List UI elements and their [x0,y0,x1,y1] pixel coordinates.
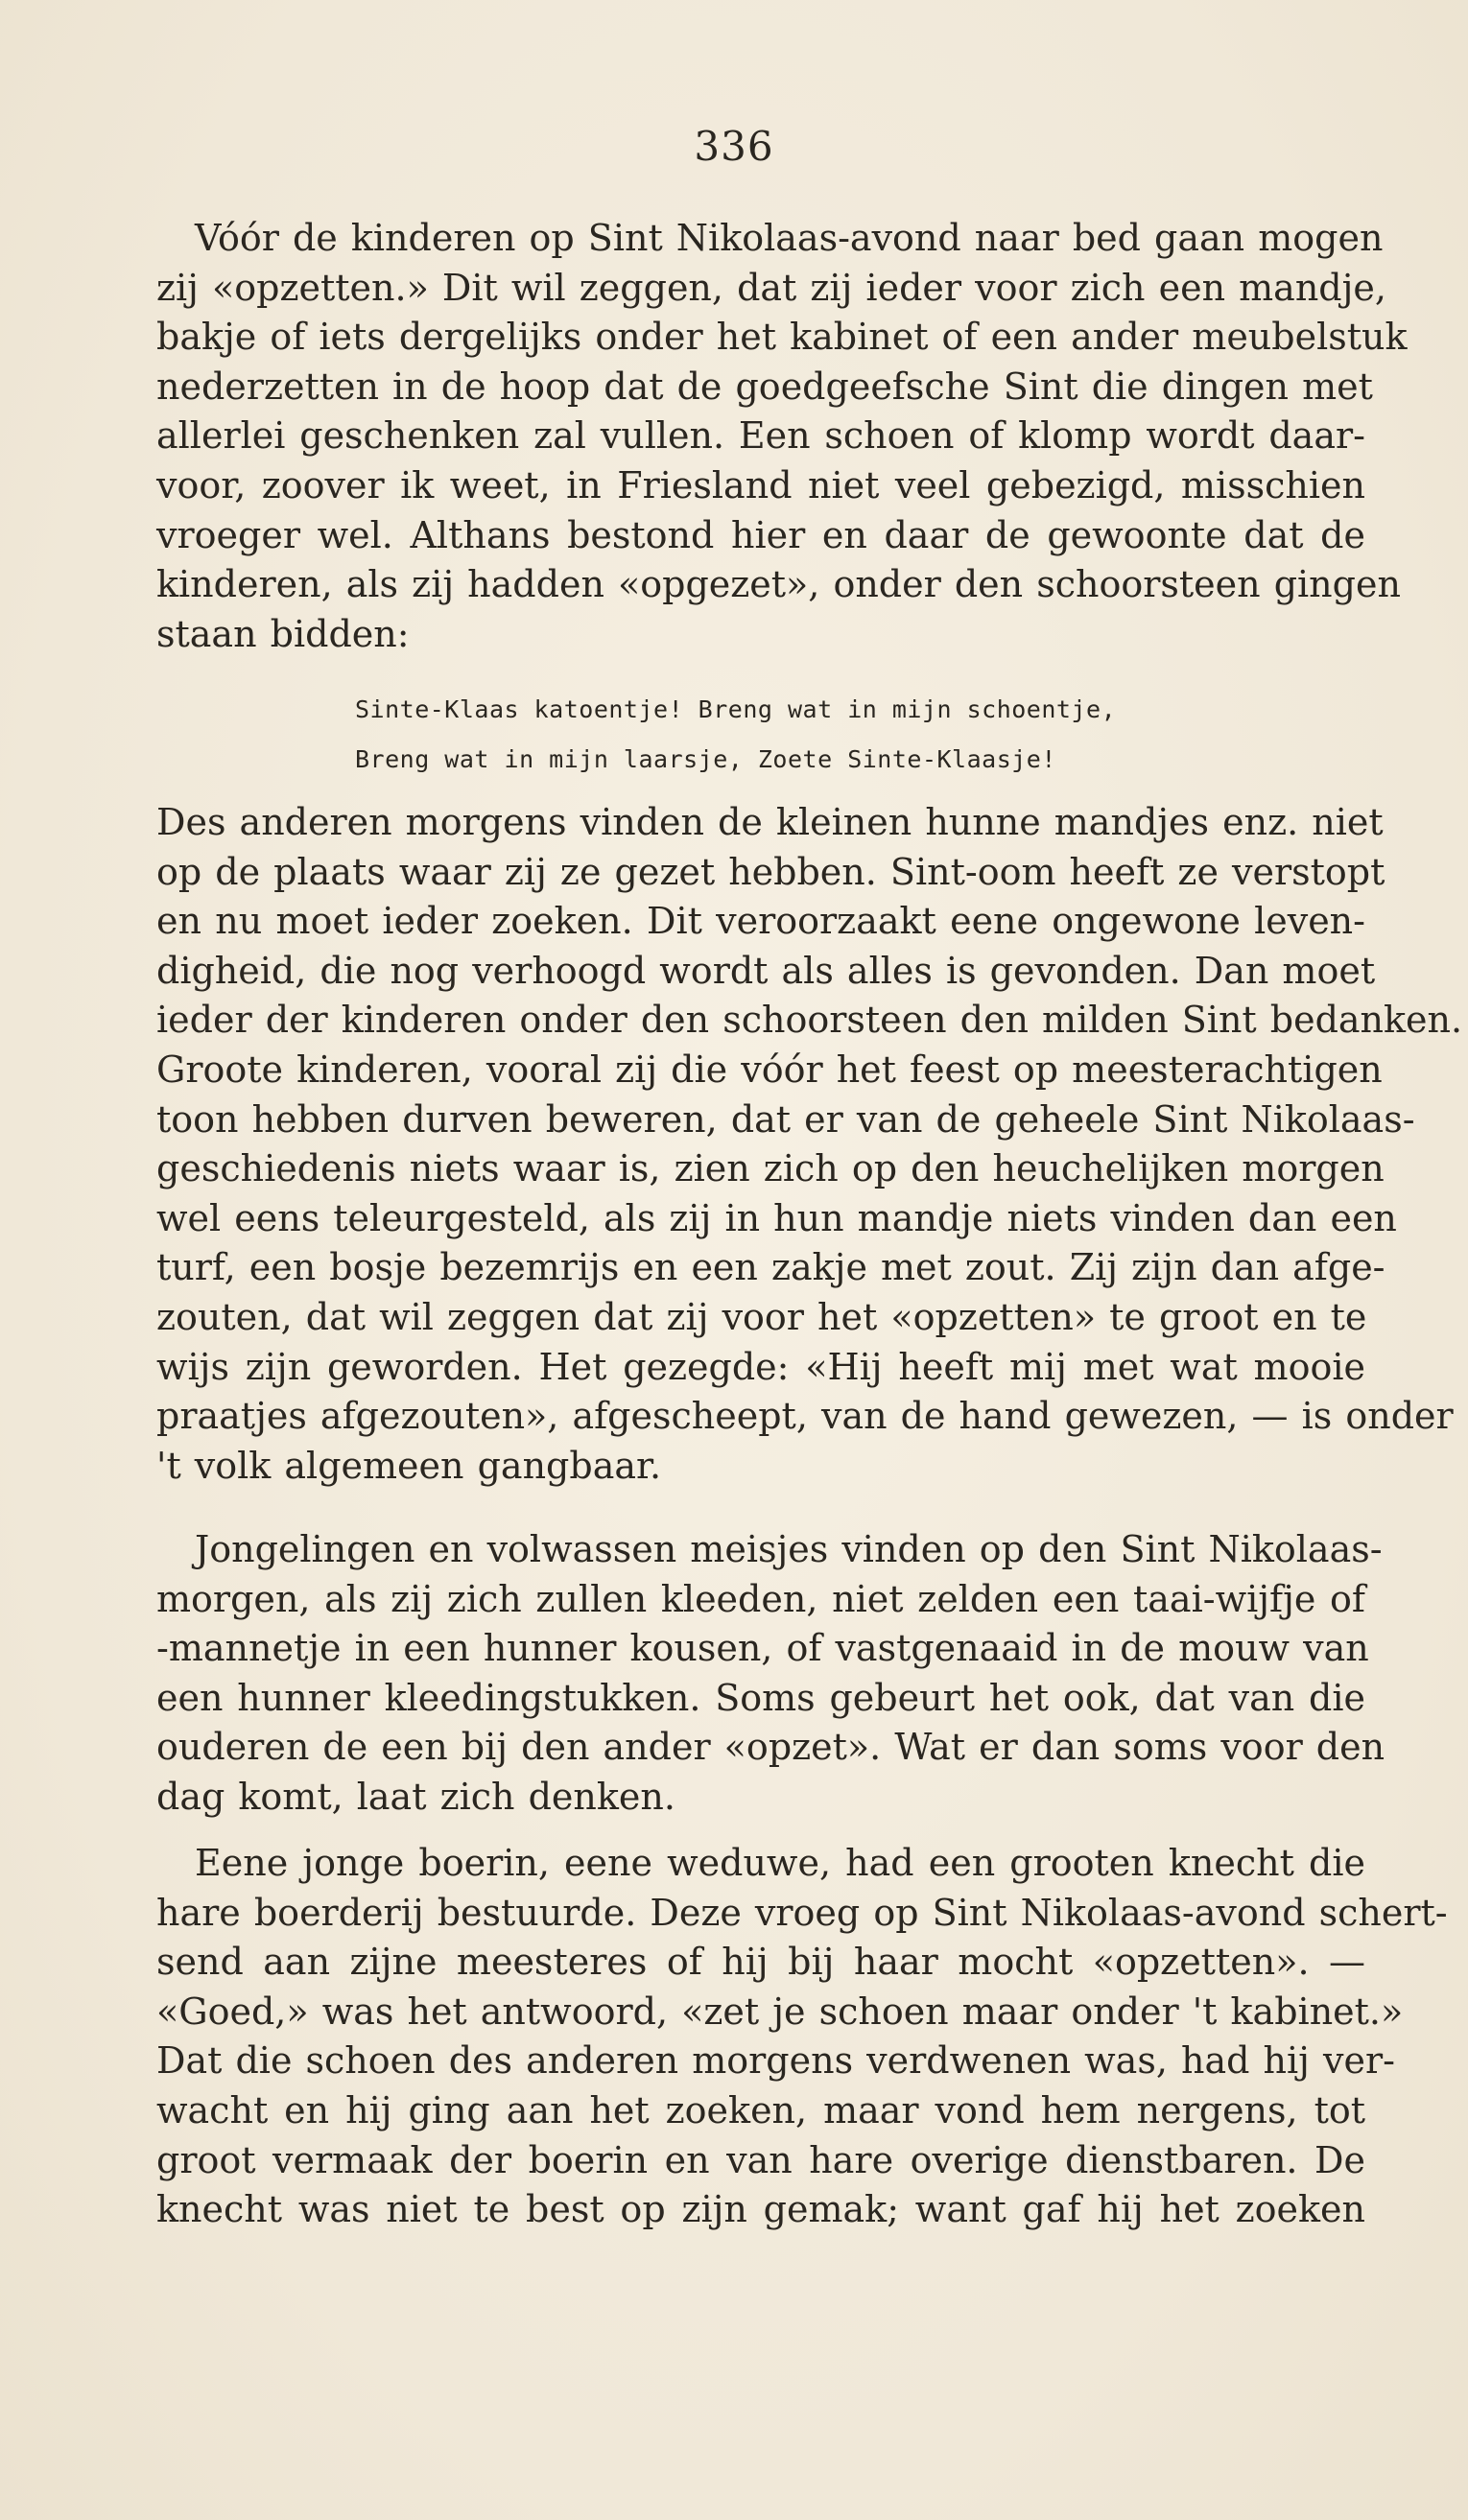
text-line: Jongelingen en volwassen meisjes vinden op den Sint Nikolaas- [195,1528,1383,1570]
text-line: «Goed,» was het antwoord, «zet je schoen maar onder 't kabinet.» [156,1990,1404,2033]
text-line: send aan zijne meesteres of hij bij haar mocht «opzetten». — [156,1941,1365,1984]
text-line: turf, een bosje bezemrijs en een zakje met zout. Zij zijn dan afge- [156,1246,1385,1289]
paragraph-4 [156,1839,1448,2235]
text-line: kinderen, als zij hadden «opgezet», onder den schoorsteen gingen [156,563,1401,606]
paragraph-1 [156,214,1408,659]
text-line: voor, zoover ik weet, in Friesland niet veel gebezigd, misschien [156,463,1365,506]
text-line: allerlei geschenken zal vullen. Een schoen of klomp wordt daar- [156,414,1365,458]
text-line: morgen, als zij zich zullen kleeden, niet zelden een taai-wijfje of [156,1577,1365,1620]
verse-line: Sinte-Klaas katoentje! Breng wat in mijn schoentje, [355,695,1117,723]
verse [355,685,1123,785]
text-line: Des anderen morgens vinden de kleinen hunne mandjes enz. niet [156,801,1384,843]
text-line: ouderen de een bij den ander «opzet». Wat er dan soms voor den [156,1726,1385,1769]
paragraph-2 [156,798,1463,1491]
text-line: Groote kinderen, vooral zij die vóór het feest op meesterachtigen [156,1048,1383,1091]
text-line: Vóór de kinderen op Sint Nikolaas-avond naar bed gaan mogen [195,217,1384,259]
text-line: hare boerderij bestuurde. Deze vroeg op Sint Nikolaas-avond schert- [156,1891,1448,1934]
text-line: wel eens teleurgesteld, als zij in hun mandje niets vinden dan een [156,1196,1397,1239]
text-line: knecht was niet te best op zijn gemak; want gaf hij het zoeken [156,2188,1365,2231]
text-line: Dat die schoen des anderen morgens verdwenen was, had hij ver- [156,2039,1395,2083]
verse-line: Breng wat in mijn laarsje, Zoete Sinte-Klaasje! [355,745,1056,773]
text-line: op de plaats waar zij ze gezet hebben. Sint-oom heeft ze verstopt [156,850,1385,893]
text-line: -mannetje in een hunner kousen, of vastgenaaid in de mouw van [156,1627,1369,1670]
text-line: staan bidden: [156,612,410,655]
text-line: geschiedenis niets waar is, zien zich op den heuchelijken morgen [156,1147,1385,1190]
text-line: 't volk algemeen gangbaar. [156,1444,662,1487]
text-line: wacht en hij ging aan het zoeken, maar vond hem nergens, tot [156,2088,1365,2131]
text-line: Eene jonge boerin, eene weduwe, had een grooten knecht die [195,1842,1365,1884]
text-line: ieder der kinderen onder den schoorsteen den milden Sint bedanken. [156,999,1463,1042]
text-line: nederzetten in de hoop dat de goedgeefsche Sint die dingen met [156,365,1373,408]
paragraph-3 [156,1525,1385,1823]
text-line: praatjes afgezouten», afgescheept, van de hand gewezen, — is onder [156,1395,1454,1438]
text-line: bakje of iets dergelijks onder het kabinet of een ander meubelstuk [156,316,1408,359]
text-line: een hunner kleedingstukken. Soms gebeurt het ook, dat van die [156,1676,1365,1719]
text-line: vroeger wel. Althans bestond hier en daar de gewoonte dat de [156,513,1365,556]
text-line: zij «opzetten.» Dit wil zeggen, dat zij ieder voor zich een mandje, [156,266,1386,309]
text-line: groot vermaak der boerin en van hare overige dienstbaren. De [156,2138,1365,2181]
page-number: 336 [694,123,774,170]
text-line: toon hebben durven beweren, dat er van de geheele Sint Nikolaas- [156,1097,1415,1141]
text-line: zouten, dat wil zeggen dat zij voor het «opzetten» te groot en te [156,1295,1367,1338]
text-line: en nu moet ieder zoeken. Dit veroorzaakt eene ongewone leven- [156,900,1365,943]
text-line: dag komt, laat zich denken. [156,1775,675,1818]
text-line: wijs zijn geworden. Het gezegde: «Hij heeft mij met wat mooie [156,1345,1365,1388]
text-line: digheid, die nog verhoogd wordt als alles is gevonden. Dan moet [156,949,1376,992]
